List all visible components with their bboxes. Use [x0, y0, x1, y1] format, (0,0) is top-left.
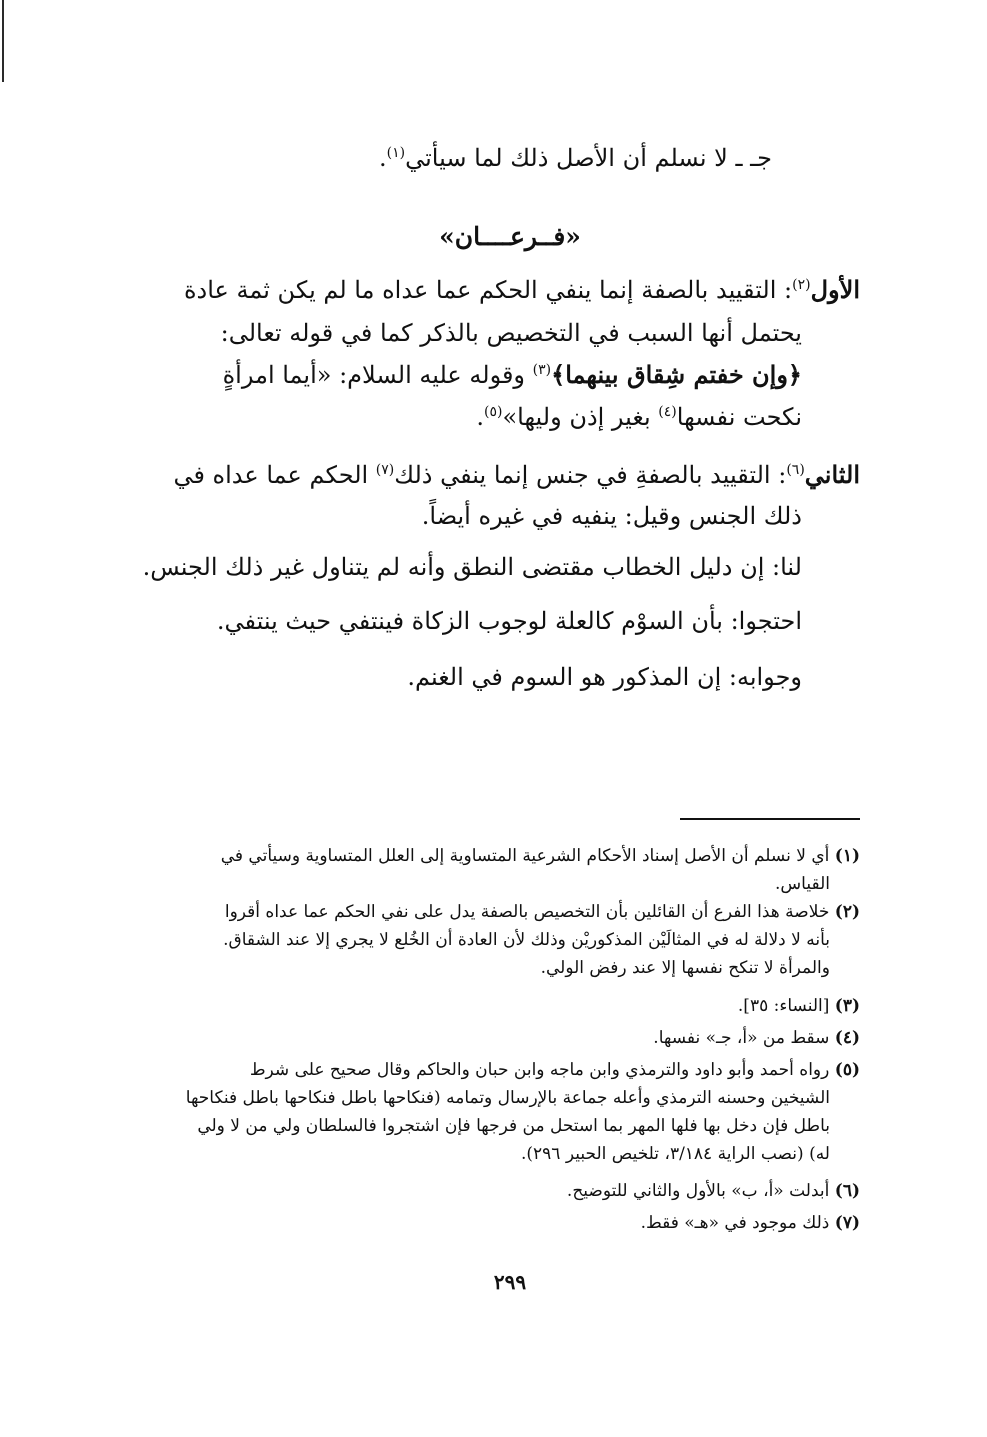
- second-line-1: الثاني$^{(٦)}$: التقييد بالصفةِ في جنس إنما ينفي ذلك$^{(٧)}$ الحكم عما عداه في: [173, 460, 860, 489]
- footnote-ref-2[interactable]: (٢): [792, 277, 811, 293]
- footnote-6-line-1: [160, 1177, 860, 1205]
- footnote-ref-4[interactable]: (٤): [658, 404, 677, 420]
- footnote-3-line-1: [160, 992, 860, 1020]
- footnote-1-line-2: [160, 870, 830, 898]
- footnote-5-line-3: [160, 1112, 830, 1140]
- footnote-2-line-3: [160, 954, 830, 982]
- footnote-text: رواه أحمد وأبو داود والترمذي وابن ماجه وابن حبان والحاكم وقال صحيح على شرط: [249, 1060, 830, 1080]
- footnote-1-line-1: [160, 842, 860, 870]
- argument-ihtajju: احتجوا: بأن السوْم كالعلة لوجوب الزكاة فينتفي حيث ينتفي.: [216, 607, 802, 635]
- quran-verse: ﴿وإن خفتم شِقاق بينهما﴾: [551, 360, 802, 389]
- second-line-2: ذلك الجنس وقيل: ينفيه في غيره أيضاً.: [421, 502, 802, 530]
- footnote-number: (٦): [834, 1181, 860, 1201]
- footnote-2-line-2: [160, 926, 830, 954]
- argument-jawabuhu: وجوابه: إن المذكور هو السوم في الغنم.: [407, 663, 802, 691]
- section-heading: «فــرعــــان»: [439, 222, 581, 251]
- footnote-number: (٧): [834, 1213, 860, 1233]
- first-line-3: ﴿وإن خفتم شِقاق بينهما﴾$^{(٣)}$ وقوله عليه السلام: «أيما امرأةٍ: [222, 360, 802, 389]
- footnote-text: الشيخين وحسنه الترمذي وأعله جماعة بالإرسال وتمامه (فنكاحها باطل فنكاحها باطل فنكاحها: [185, 1088, 830, 1108]
- first-line-4: نكحت نفسها$^{(٤)}$ بغير إذن وليها»$^{(٥)}$.: [476, 403, 802, 431]
- first-line-2: يحتمل أنها السبب في التخصيص بالذكر كما في قوله تعالى:: [220, 319, 802, 347]
- footnote-ref-5[interactable]: (٥): [484, 404, 503, 420]
- footnote-text: والمرأة لا تنكح نفسها إلا عند رفض الولي.: [540, 958, 830, 978]
- footnote-text: خلاصة هذا الفرع أن القائلين بأن التخصيص بالصفة يدل على نفي الحكم عما عداه أقروا: [224, 902, 830, 922]
- page: [142, 0, 860, 1437]
- footnote-number: (٥): [834, 1060, 860, 1080]
- footnote-5-line-2: [160, 1084, 830, 1112]
- footnote-text: له) (نصب الراية ٣/١٨٤، تلخيص الحبير ٢٩٦).: [520, 1144, 830, 1164]
- footnote-text: بأنه لا دلالة له في المثالَيْن المذكوريْن وذلك لأن العادة أن الخُلع لا يجري إلا عند الشقاق.: [223, 930, 830, 950]
- footnote-text: أي لا نسلم أن الأصل إسناد الأحكام الشرعية المتساوية إلى العلل المتساوية وسيأتي في: [220, 846, 830, 866]
- footnote-number: (٣): [834, 996, 860, 1016]
- footnote-ref-7[interactable]: (٧): [375, 462, 395, 478]
- footnote-2-line-1: [160, 898, 860, 926]
- page-number: ٢٩٩: [493, 1270, 527, 1294]
- footnote-text: ذلك موجود في «هـ» فقط.: [640, 1213, 830, 1233]
- footnote-number: (٢): [834, 902, 860, 922]
- footnote-text: [النساء: ٣٥].: [737, 996, 830, 1016]
- footnote-number: (١): [834, 846, 860, 866]
- footnote-5-line-1: [160, 1056, 860, 1084]
- clause-jeem: جـ ـ لا نسلم أن الأصل ذلك لما سيأتي$^{(١)}$.: [378, 144, 772, 172]
- footnote-text: أبدلت «أ، ب» بالأول والثاني للتوضيح.: [566, 1181, 830, 1201]
- footnote-7-line-1: [160, 1209, 860, 1237]
- footnote-separator: [680, 818, 860, 820]
- footnote-text: القياس.: [775, 874, 830, 894]
- argument-lana: لنا: إن دليل الخطاب مقتضى النطق وأنه لم يتناول غير ذلك الجنس.: [142, 553, 802, 581]
- footnote-5-line-4: [160, 1140, 830, 1168]
- footnote-text: باطل فإن دخل بها فلها المهر بما استحل من فرجها فإن اشتجروا فالسلطان ولي من لا ولي: [197, 1116, 830, 1136]
- footnote-4-line-1: [160, 1024, 860, 1052]
- scan-edge-mark: [2, 0, 4, 82]
- footnote-ref-6[interactable]: (٦): [786, 462, 805, 478]
- footnote-number: (٤): [834, 1028, 860, 1048]
- footnote-ref-3[interactable]: (٣): [532, 362, 552, 378]
- footnote-ref-1[interactable]: (١): [386, 145, 406, 161]
- first-line-1: الأول$^{(٢)}$: التقييد بالصفة إنما ينفي الحكم عما عداه ما لم يكن ثمة عادة: [183, 275, 860, 304]
- footnote-text: سقط من «أ، جـ» نفسها.: [653, 1028, 830, 1048]
